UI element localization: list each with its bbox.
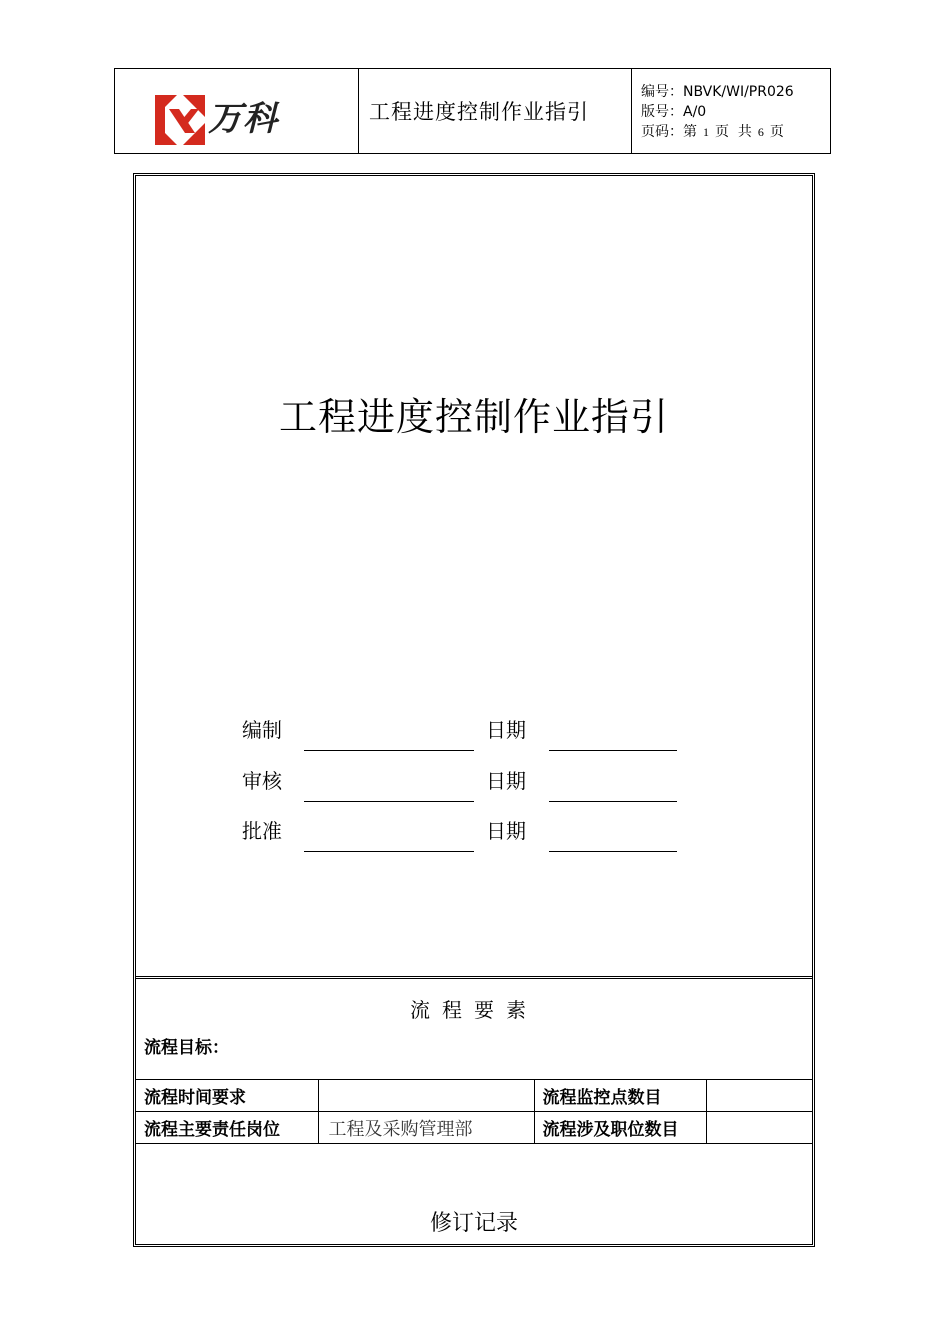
signature-line[interactable] xyxy=(304,801,474,802)
doc-version-label: 版号： xyxy=(641,104,683,120)
page-label: 页码：第 xyxy=(641,124,697,140)
doc-code xyxy=(641,82,830,102)
logo-text: 万科 xyxy=(208,99,278,139)
revision-record-title: 修订记录 xyxy=(429,1211,518,1236)
signature-role: 审核 xyxy=(242,769,282,793)
page-end: 页 xyxy=(769,124,784,140)
date-label: 日期 xyxy=(486,769,526,793)
table-row xyxy=(136,1080,812,1112)
date-label: 日期 xyxy=(486,819,526,843)
vanke-logo-icon xyxy=(155,95,205,145)
page-mid: 页 共 xyxy=(715,124,752,140)
signature-role: 批准 xyxy=(242,819,282,843)
monitor-points-label: 流程监控点数目 xyxy=(534,1080,706,1112)
document-header xyxy=(114,68,831,154)
date-line[interactable] xyxy=(549,801,677,802)
signature-role: 编制 xyxy=(242,718,282,742)
signature-row-prepared xyxy=(136,714,812,764)
cover-title: 工程进度控制作业指引 xyxy=(278,395,669,439)
flow-requirements-table xyxy=(136,1079,812,1144)
logo-cell xyxy=(115,69,359,153)
doc-version-value: A/0 xyxy=(683,104,707,120)
signature-line[interactable] xyxy=(304,750,474,751)
responsible-post-label: 流程主要责任岗位 xyxy=(136,1112,318,1144)
header-meta xyxy=(632,69,830,153)
table-row xyxy=(136,1112,812,1144)
signature-row-reviewed xyxy=(136,765,812,815)
page-total: 6 xyxy=(757,125,764,139)
doc-code-label: 编号： xyxy=(641,84,683,100)
section-divider xyxy=(136,976,812,979)
signature-line[interactable] xyxy=(304,851,474,852)
date-label: 日期 xyxy=(486,718,526,742)
page-number xyxy=(641,122,830,142)
date-line[interactable] xyxy=(549,851,677,852)
header-doc-title: 工程进度控制作业指引 xyxy=(359,69,632,153)
positions-count-value[interactable] xyxy=(706,1112,812,1144)
positions-count-label: 流程涉及职位数目 xyxy=(534,1112,706,1144)
responsible-post-value[interactable]: 工程及采购管理部 xyxy=(318,1112,534,1144)
monitor-points-value[interactable] xyxy=(706,1080,812,1112)
doc-version xyxy=(641,102,830,122)
flow-time-value[interactable] xyxy=(318,1080,534,1112)
flow-time-label: 流程时间要求 xyxy=(136,1080,318,1112)
signature-row-approved xyxy=(136,815,812,865)
doc-code-value: NBVK/WI/PR026 xyxy=(683,84,794,100)
page-current: 1 xyxy=(703,125,709,139)
flow-elements-title: 流程要素 xyxy=(410,998,538,1022)
flow-goal-label: 流程目标： xyxy=(144,1038,229,1058)
date-line[interactable] xyxy=(549,750,677,751)
cover-frame xyxy=(133,173,815,1247)
